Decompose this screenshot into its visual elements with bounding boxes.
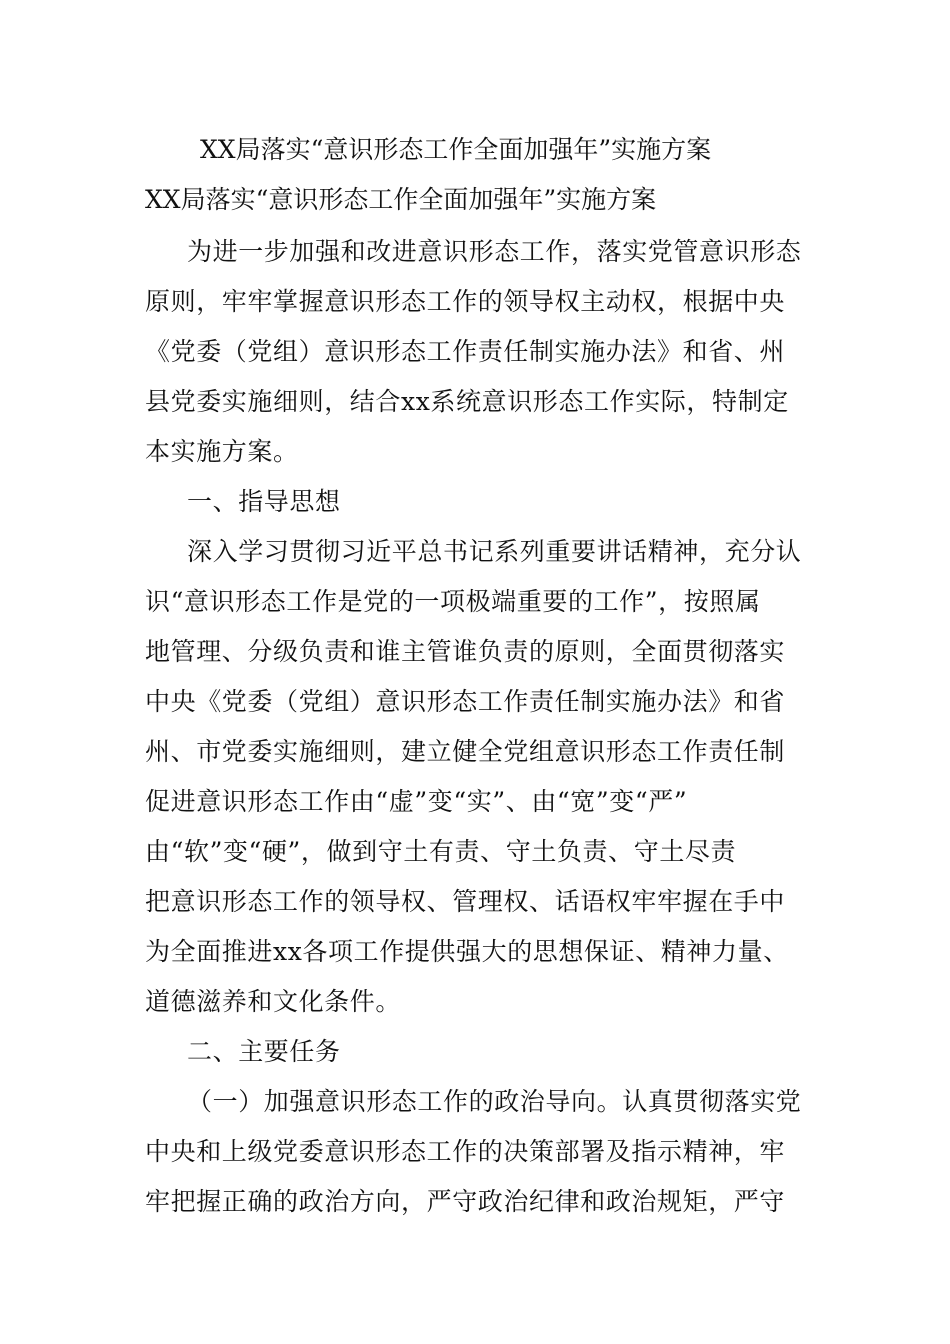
section-heading: 一、指导思想 bbox=[187, 487, 341, 516]
paragraph-line: 促进意识形态工作由“虚”变“实”、由“宽”变“严” bbox=[145, 787, 688, 816]
paragraph-line: 县党委实施细则，结合xx系统意识形态工作实际，特制定 bbox=[145, 387, 789, 416]
document-subtitle: XX局落实“意识形态工作全面加强年”实施方案 bbox=[145, 185, 657, 214]
paragraph-line: 中央和上级党委意识形态工作的决策部署及指示精神，牢 bbox=[145, 1137, 786, 1166]
section-heading: 二、主要任务 bbox=[187, 1037, 341, 1066]
paragraph-line: 为进一步加强和改进意识形态工作，落实党管意识形态 bbox=[187, 237, 802, 266]
paragraph-line: 地管理、分级负责和谁主管谁负责的原则，全面贯彻落实 bbox=[145, 637, 786, 666]
paragraph-line: 本实施方案。 bbox=[145, 437, 299, 466]
paragraph-line: 深入学习贯彻习近平总书记系列重要讲话精神，充分认 bbox=[187, 537, 802, 566]
paragraph-line: 道德滋养和文化条件。 bbox=[145, 987, 402, 1016]
paragraph-line: 识“意识形态工作是党的一项极端重要的工作”，按照属 bbox=[145, 587, 761, 616]
paragraph-line: 为全面推进xx各项工作提供强大的思想保证、精神力量、 bbox=[145, 937, 789, 966]
paragraph-line: 州、市党委实施细则，建立健全党组意识形态工作责任制 bbox=[145, 737, 786, 766]
paragraph-line: 中央《党委（党组）意识形态工作责任制实施办法》和省 bbox=[145, 687, 786, 716]
paragraph-line: 牢把握正确的政治方向，严守政治纪律和政治规矩，严守 bbox=[145, 1187, 786, 1216]
paragraph-line: 《党委（党组）意识形态工作责任制实施办法》和省、州 bbox=[145, 337, 786, 366]
paragraph-line: 由“软”变“硬”，做到守土有责、守土负责、守土尽责 bbox=[145, 837, 737, 866]
paragraph-line: （一）加强意识形态工作的政治导向。认真贯彻落实党 bbox=[187, 1087, 802, 1116]
paragraph-line: 原则，牢牢掌握意识形态工作的领导权主动权，根据中央 bbox=[145, 287, 786, 316]
paragraph-line: 把意识形态工作的领导权、管理权、话语权牢牢握在手中 bbox=[145, 887, 786, 916]
document-title: XX局落实“意识形态工作全面加强年”实施方案 bbox=[200, 135, 712, 164]
